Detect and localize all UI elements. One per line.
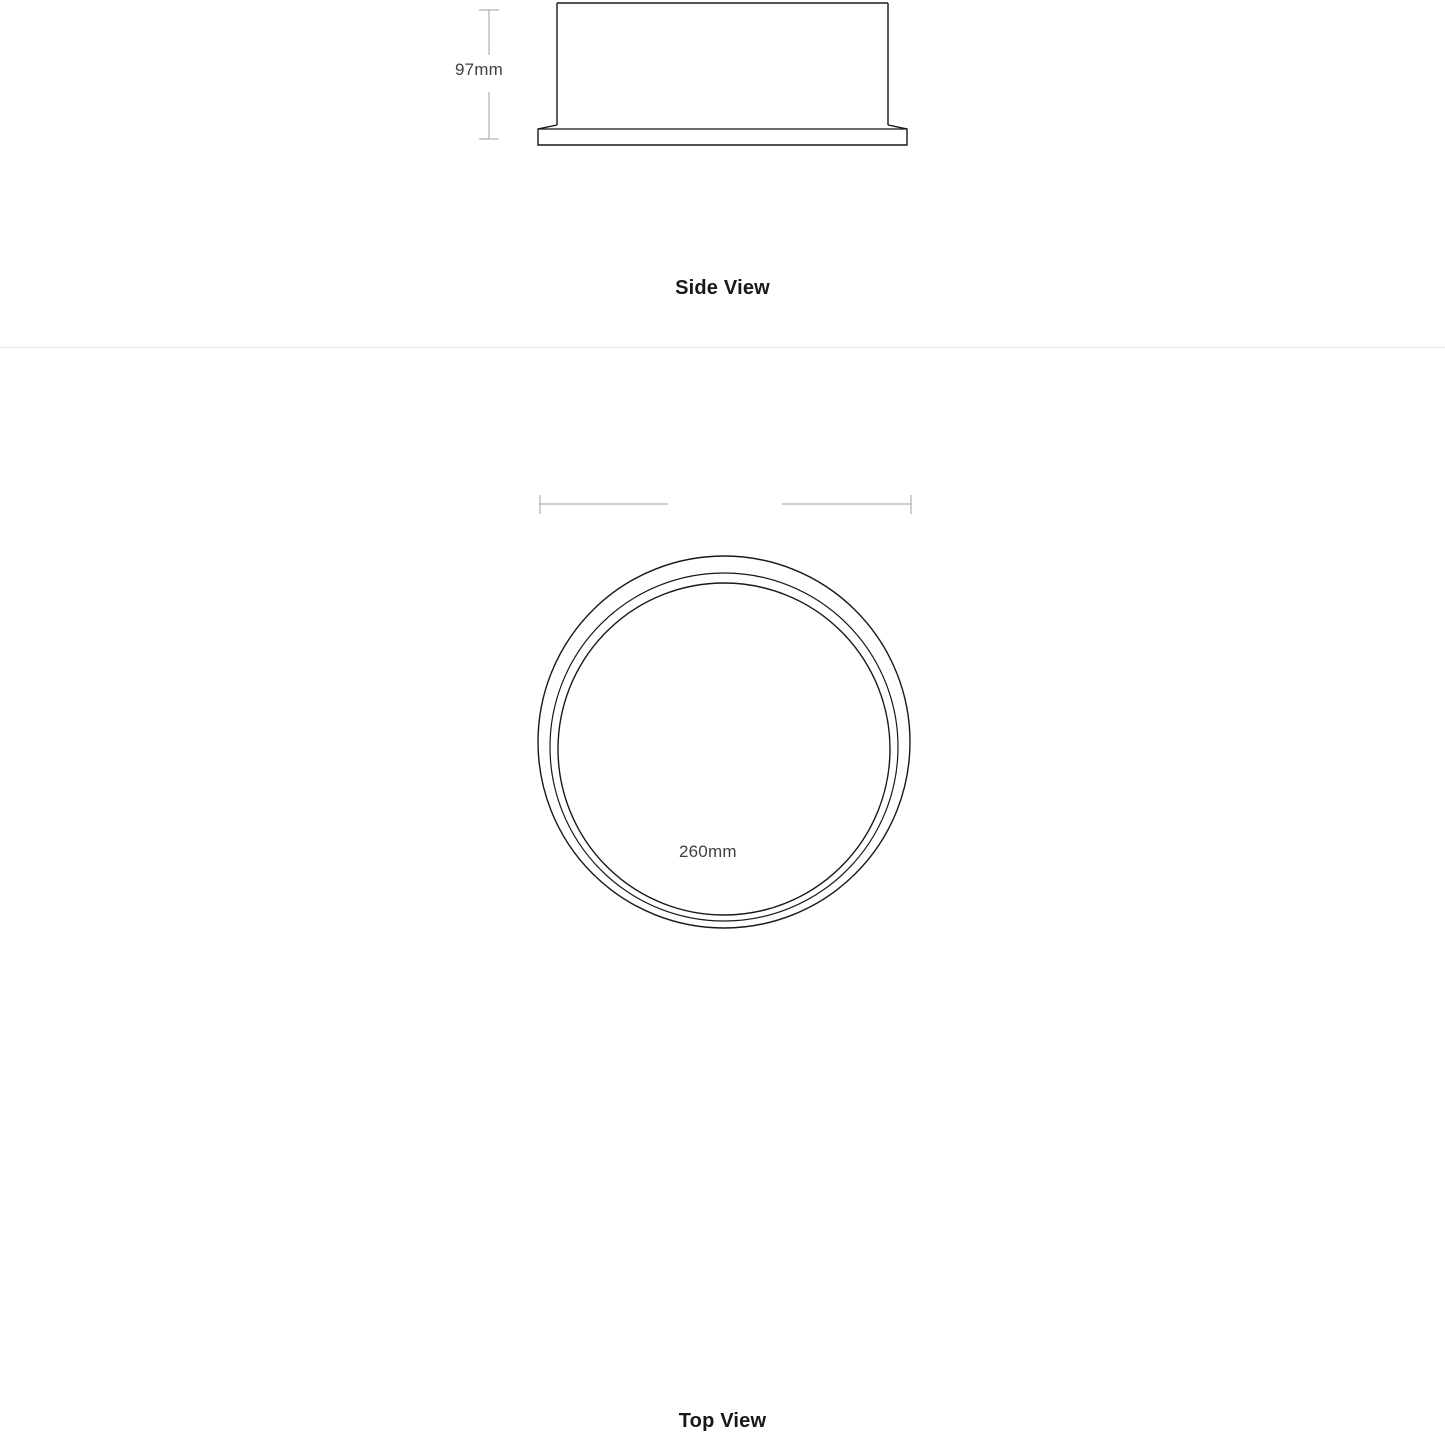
top-view-dimension-label: 260mm — [679, 842, 737, 861]
cup-side-profile — [538, 3, 907, 145]
cup-top-circles — [538, 556, 910, 928]
side-view-panel — [0, 0, 1445, 347]
side-view-dimension-label: 97mm — [455, 60, 504, 79]
top-view-caption: Top View — [678, 1410, 767, 1432]
side-view-caption: Side View — [675, 277, 770, 299]
top-view-panel — [0, 348, 1445, 1432]
top-view-drawing — [0, 348, 1445, 1135]
diameter-dimension-line — [540, 495, 911, 514]
